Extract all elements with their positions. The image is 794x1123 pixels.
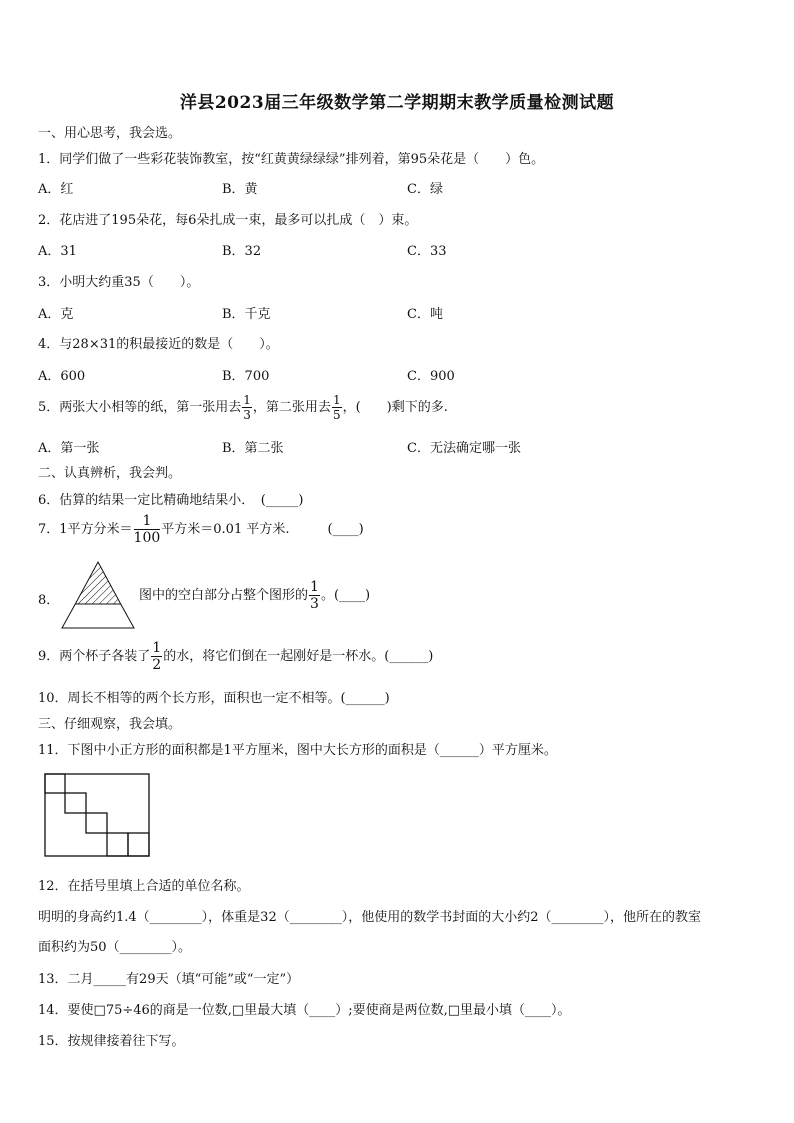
fraction-one-half xyxy=(151,641,162,672)
triangle-figure xyxy=(58,560,138,630)
fraction-one-fifth xyxy=(332,394,342,421)
staircase-rectangle-figure xyxy=(44,773,152,859)
q9-text-2: 的水，将它们倒在一起刚好是一杯水。(______) xyxy=(163,649,434,664)
question-8 xyxy=(139,580,370,611)
q3-option-a: A．克 xyxy=(38,307,74,322)
section-3-heading: 三、仔细观察，我会填。 xyxy=(38,717,182,732)
q9-text-1: 9．两个杯子各装了 xyxy=(38,649,151,664)
frac-denominator: 5 xyxy=(332,408,341,422)
q4-option-a: A．600 xyxy=(38,369,86,384)
question-12-line-1: 明明的身高约1.4（________），体重是32（________），他使用的数学书封面的大小约2（________），他所在的教室 xyxy=(38,910,701,925)
fraction-one-hundredth xyxy=(134,514,161,545)
q1-option-c: C．绿 xyxy=(407,182,443,197)
q2-option-b: B．32 xyxy=(222,244,262,259)
q8-text-2: 。(____) xyxy=(320,588,371,603)
question-12-title: 12．在括号里填上合适的单位名称。 xyxy=(38,879,250,894)
frac-numerator: 1 xyxy=(332,393,341,407)
frac-numerator: 1 xyxy=(152,640,162,656)
q5-option-b: B．第二张 xyxy=(222,441,284,456)
question-1: 1．同学们做了一些彩花装饰教室，按“红黄黄绿绿绿”排列着，第95朵花是（ ）色。 xyxy=(38,152,545,167)
q1-option-a: A．红 xyxy=(38,182,74,197)
question-10: 10．周长不相等的两个长方形，面积也一定不相等。(______) xyxy=(38,691,390,706)
question-14: 14．要使□75÷46的商是一位数,□里最大填（____）;要使商是两位数,□里最小填（____）。 xyxy=(38,1003,571,1018)
fraction-one-third xyxy=(242,394,252,421)
frac-denominator: 2 xyxy=(152,657,162,673)
frac-numerator: 1 xyxy=(310,579,319,595)
page-title: 洋县2023届三年级数学第二学期期末教学质量检测试题 xyxy=(179,93,615,113)
q2-option-c: C．33 xyxy=(407,244,447,259)
q4-option-b: B．700 xyxy=(222,369,270,384)
q5-text-2: ，第二张用去 xyxy=(252,400,331,415)
q1-option-b: B．黄 xyxy=(222,182,258,197)
q3-option-b: B．千克 xyxy=(222,307,271,322)
frac-denominator: 3 xyxy=(310,596,319,612)
question-5 xyxy=(38,394,448,421)
q3-option-c: C．吨 xyxy=(407,307,443,322)
section-1-heading: 一、用心思考，我会选。 xyxy=(38,126,182,141)
question-11: 11．下图中小正方形的面积都是1平方厘米，图中大长方形的面积是（______）平方厘米。 xyxy=(38,743,557,758)
question-9 xyxy=(38,641,433,672)
frac-denominator: 100 xyxy=(133,530,161,546)
fraction-one-third xyxy=(309,580,320,611)
q7-text-2: 平方米＝0.01 平方米. xyxy=(161,522,290,537)
frac-numerator: 1 xyxy=(243,393,251,407)
question-12-line-2: 面积约为50（________）。 xyxy=(38,940,192,955)
section-2-heading: 二、认真辨析，我会判。 xyxy=(38,466,182,481)
q5-text-3: ，( )剩下的多. xyxy=(342,400,448,415)
q2-option-a: A．31 xyxy=(38,244,77,259)
q5-option-a: A．第一张 xyxy=(38,441,100,456)
question-3: 3．小明大约重35（ ）。 xyxy=(38,275,200,290)
q8-text-1: 图中的空白部分占整个图形的 xyxy=(139,588,309,603)
q7-answer-blank: (____) xyxy=(327,522,364,537)
frac-numerator: 1 xyxy=(134,514,161,530)
q4-option-c: C．900 xyxy=(407,369,455,384)
question-4: 4．与28×31的积最接近的数是（ ）。 xyxy=(38,337,279,352)
question-7 xyxy=(38,514,364,545)
q5-text-1: 5．两张大小相等的纸，第一张用去 xyxy=(38,400,242,415)
question-2: 2．花店进了195朵花，每6朵扎成一束，最多可以扎成（ ）束。 xyxy=(38,213,418,228)
question-15: 15．按规律接着往下写。 xyxy=(38,1034,185,1049)
frac-denominator: 3 xyxy=(243,408,251,422)
q5-option-c: C．无法确定哪一张 xyxy=(407,441,521,456)
q7-text-1: 7．1平方分米＝ xyxy=(38,522,133,537)
question-6: 6．估算的结果一定比精确地结果小． (_____) xyxy=(38,493,304,508)
question-8-number: 8． xyxy=(38,593,60,608)
question-13: 13．二月_____有29天（填“可能”或“一定”） xyxy=(38,972,300,987)
